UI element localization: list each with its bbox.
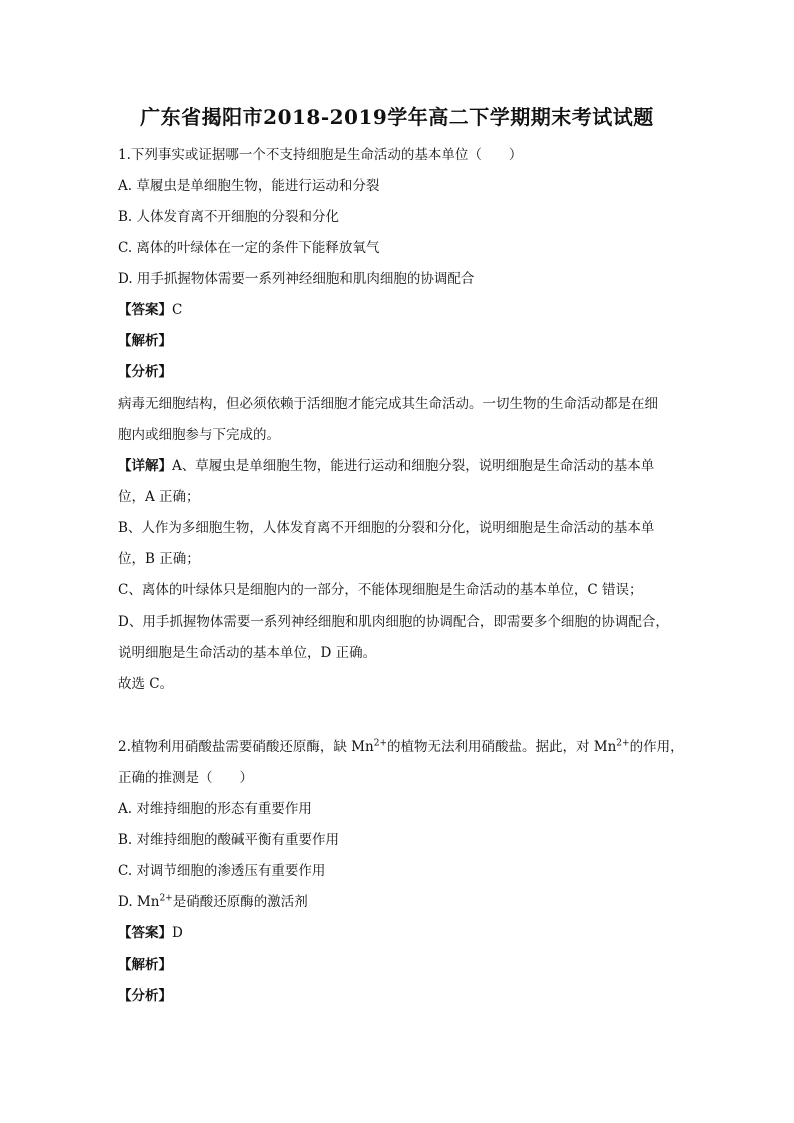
q2-option-d-superscript: 2+	[159, 893, 173, 904]
q2-option-a: A. 对维持细胞的形态有重要作用	[118, 801, 312, 817]
document-title: 广东省揭阳市2018-2019学年高二下学期期末考试试题	[140, 105, 654, 129]
q1-answer-label: 【答案】	[118, 302, 172, 318]
q2-option-c: C. 对调节细胞的渗透压有重要作用	[118, 863, 326, 879]
q1-answer-value: C	[172, 302, 183, 318]
q1-detail-text: A、草履虫是单细胞生物，能进行运动和细胞分裂，说明细胞是生命活动的基本单	[172, 458, 655, 474]
q2-stem	[118, 737, 688, 757]
q2-option-d-part: 是硝酸还原酶的激活剂	[172, 894, 308, 910]
q2-option-d-part: D. Mn	[118, 894, 160, 910]
q1-detail-line: 位，A 正确；	[118, 489, 200, 505]
q2-answer-value: D	[172, 925, 183, 941]
q1-fenxi-label: 【分析】	[118, 364, 172, 380]
q1-detail-label: 【详解】	[118, 458, 172, 474]
q2-option-b: B. 对维持细胞的酸碱平衡有重要作用	[118, 832, 340, 848]
q1-fenxi-line: 胞内或细胞参与下完成的。	[118, 427, 280, 443]
q2-stem-part: 的作用，	[629, 739, 684, 755]
q2-answer-line	[118, 923, 688, 943]
q2-stem-part: 的植物无法利用硝酸盐。据此，对 Mn	[386, 739, 617, 755]
q1-option-d: D. 用手抓握物体需要一系列神经细胞和肌肉细胞的协调配合	[118, 271, 475, 287]
q2-stem-superscript: 2+	[616, 738, 630, 749]
q1-analysis-label: 【解析】	[118, 333, 172, 349]
q1-option-c: C. 离体的叶绿体在一定的条件下能释放氧气	[118, 240, 380, 256]
q1-option-b: B. 人体发育离不开细胞的分裂和分化	[118, 209, 340, 225]
q2-fenxi-label: 【分析】	[118, 988, 172, 1004]
q2-analysis-label: 【解析】	[118, 957, 172, 973]
q1-detail-line: D、用手抓握物体需要一系列神经细胞和肌肉细胞的协调配合，即需要多个细胞的协调配合，	[118, 614, 669, 630]
q1-detail-line: C、离体的叶绿体只是细胞内的一部分，不能体现细胞是生命活动的基本单位，C 错误；	[118, 582, 643, 598]
q1-fenxi-line: 病毒无细胞结构，但必须依赖于活细胞才能完成其生命活动。一切生物的生命活动都是在细	[118, 396, 658, 412]
q2-stem-part: 2.植物利用硝酸盐需要硝酸还原酶，缺 Mn	[118, 739, 374, 755]
q1-conclusion: 故选 C。	[118, 676, 174, 692]
q2-stem-line2: 正确的推测是（ ）	[118, 770, 253, 786]
q1-answer-line	[118, 300, 688, 320]
q2-answer-label: 【答案】	[118, 925, 172, 941]
q1-option-a: A. 草履虫是单细胞生物，能进行运动和分裂	[118, 178, 380, 194]
q1-stem: 1.下列事实或证据哪一个不支持细胞是生命活动的基本单位（ ）	[118, 147, 523, 163]
q1-detail-line	[118, 456, 688, 476]
q1-detail-line: 位，B 正确；	[118, 551, 200, 567]
q1-detail-line: 说明细胞是生命活动的基本单位，D 正确。	[118, 645, 377, 661]
q1-detail-line: B、人作为多细胞生物，人体发育离不开细胞的分裂和分化，说明细胞是生命活动的基本单	[118, 520, 655, 536]
q2-stem-superscript: 2+	[373, 738, 387, 749]
q2-option-d	[118, 892, 688, 912]
